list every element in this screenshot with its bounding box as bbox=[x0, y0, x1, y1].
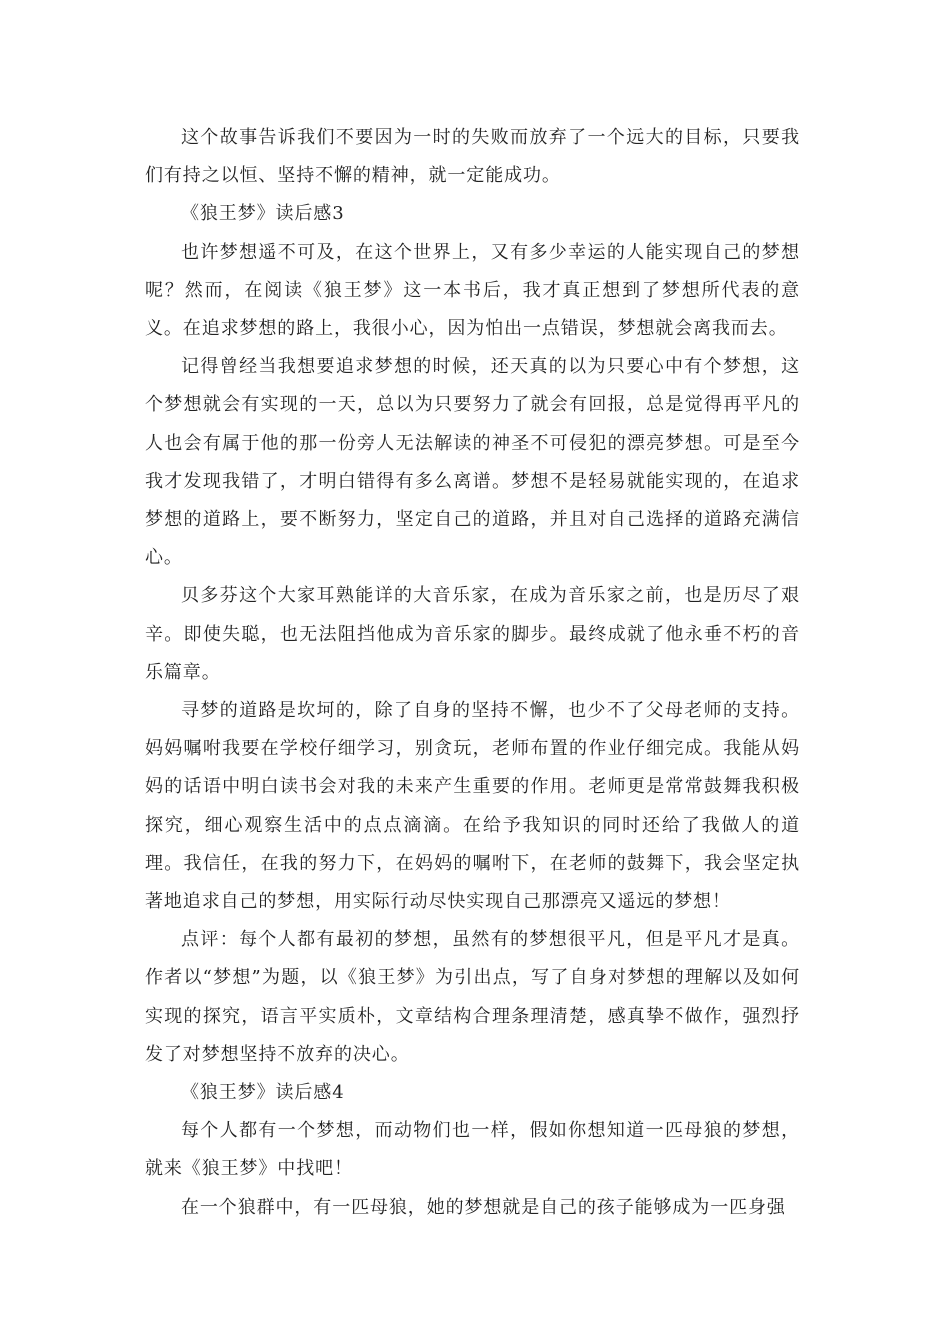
paragraph-dream-pursuit: 记得曾经当我想要追求梦想的时候，还天真的以为只要心中有个梦想，这个梦想就会有实现的一天，总以为只要努力了就会有回报，总是觉得再平凡的人也会有属于他的那一份旁人无法解读的神圣不可侵犯的漂亮梦想。可是至今我才发现我错了，才明白错得有多么离谱。梦想不是轻易就能实现的，在追求梦想的道路上，要不断努力，坚定自己的道路，并且对自己选择的道路充满信心。 bbox=[145, 356, 800, 569]
paragraph-animal-dream: 每个人都有一个梦想，而动物们也一样，假如你想知道一匹母狼的梦想，就来《狼王梦》中找吧！ bbox=[145, 1120, 800, 1180]
paragraph-review-comment: 点评：每个人都有最初的梦想，虽然有的梦想很平凡，但是平凡才是真。作者以“梦想”为题，以《狼王梦》为引出点，写了自身对梦想的理解以及如何实现的探究，语言平实质朴，文章结构合理条理清楚，感真挚不做作，强烈抒发了对梦想坚持不放弃的决心。 bbox=[145, 929, 800, 1065]
section-heading-3: 《狼王梦》读后感3 bbox=[181, 203, 345, 225]
document-body bbox=[145, 119, 800, 1227]
section-heading-4: 《狼王梦》读后感4 bbox=[181, 1082, 345, 1104]
paragraph-dream-meaning: 也许梦想遥不可及，在这个世界上，又有多少幸运的人能实现自己的梦想呢？然而，在阅读《狼王梦》这一本书后，我才真正想到了梦想所代表的意义。在追求梦想的路上，我很小心，因为怕出一点错误，梦想就会离我而去。 bbox=[145, 241, 800, 340]
paragraph-parents-teachers: 寻梦的道路是坎坷的，除了自身的坚持不懈，也少不了父母老师的支持。妈妈嘱咐我要在学校仔细学习，别贪玩，老师布置的作业仔细完成。我能从妈妈的话语中明白读书会对我的未来产生重要的作用。老师更是常常鼓舞我积极探究，细心观察生活中的点点滴滴。在给予我知识的同时还给了我做人的道理。我信任，在我的努力下，在妈妈的嘱咐下，在老师的鼓舞下，我会坚定执著地追求自己的梦想，用实际行动尽快实现自己那漂亮又遥远的梦想！ bbox=[145, 700, 800, 913]
paragraph-mother-wolf: 在一个狼群中，有一匹母狼，她的梦想就是自己的孩子能够成为一匹身强 bbox=[181, 1196, 786, 1218]
paragraph-story-moral: 这个故事告诉我们不要因为一时的失败而放弃了一个远大的目标，只要我们有持之以恒、坚持不懈的精神，就一定能成功。 bbox=[145, 127, 800, 187]
paragraph-beethoven: 贝多芬这个大家耳熟能详的大音乐家，在成为音乐家之前，也是历尽了艰辛。即使失聪，也无法阻挡他成为音乐家的脚步。最终成就了他永垂不朽的音乐篇章。 bbox=[145, 585, 800, 683]
